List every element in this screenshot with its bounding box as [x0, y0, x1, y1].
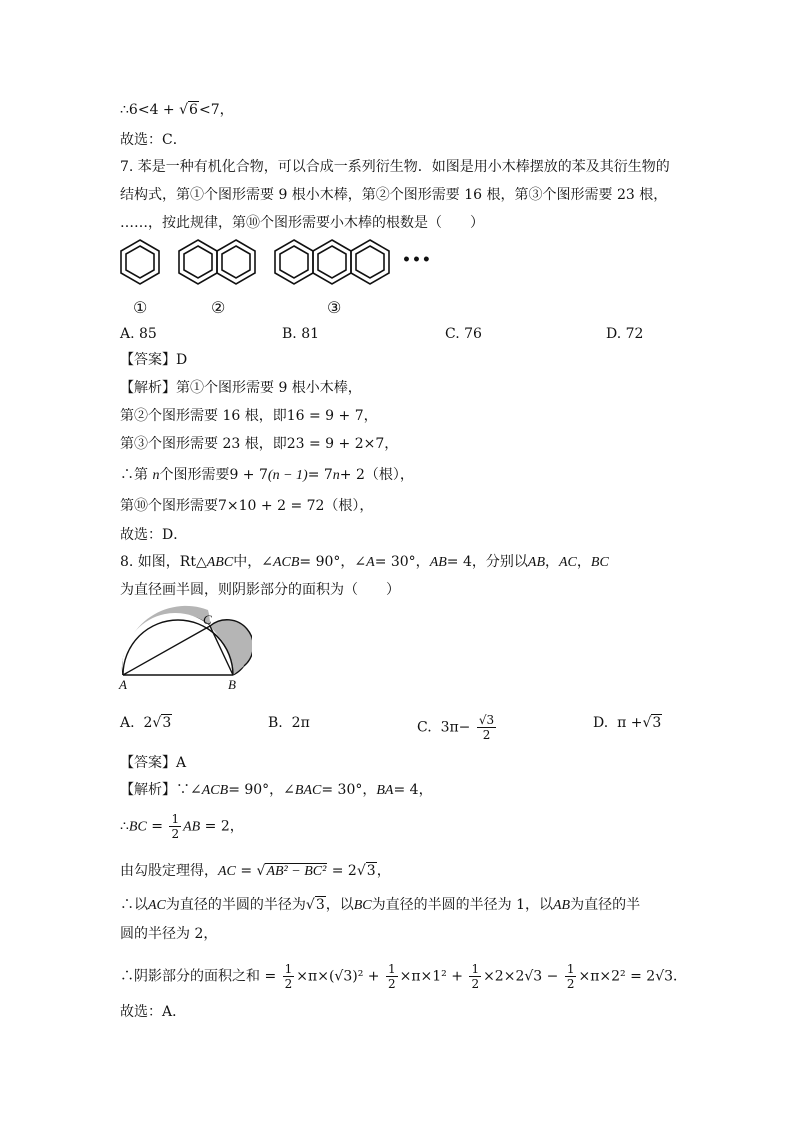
text: BC [353, 898, 372, 913]
text: B. [268, 715, 283, 731]
text: A [366, 555, 375, 570]
text: < [137, 102, 150, 118]
text: 为直径的半 [570, 897, 641, 913]
text: 由勾股定理得， [120, 863, 218, 879]
sqrt-content: AB² − BC² [266, 864, 327, 879]
fraction-half [169, 812, 181, 841]
q7-stem-1: 7. 苯是一种有机化合物，可以合成一系列衍生物．如图是用小木棒摆放的苯及其衍生物的 [120, 159, 670, 175]
text: BA [376, 783, 394, 798]
text: AB [527, 555, 545, 570]
text: = 30°， [321, 782, 377, 798]
text: 为直径的半圆的半径为 [165, 897, 306, 913]
denominator: 2 [284, 977, 293, 991]
text: ∴以 [120, 897, 148, 913]
q8-option-b [268, 713, 310, 733]
fraction-half [565, 962, 577, 991]
text: ∴ [120, 818, 129, 835]
numerator: 1 [171, 812, 180, 826]
fig-label-b: B [228, 677, 236, 692]
sqrt-content: 6 [189, 102, 198, 118]
q8-option-a: A. 2√3 [120, 715, 172, 731]
q7-option-a: A. 85 [120, 326, 157, 342]
text: ， [576, 554, 591, 570]
text: AC [218, 864, 236, 879]
q7-answer: 【答案】D [120, 352, 188, 368]
text: = 7 [307, 467, 333, 483]
text: BAC [294, 783, 322, 798]
q7-solution-5 [120, 496, 373, 516]
denominator: 2 [471, 977, 480, 991]
text: = 2 [331, 863, 357, 879]
fraction-half [469, 962, 481, 991]
equation: 7×10 + 2 = 72（根）， [218, 498, 374, 514]
q7-conclude: 故选：D． [120, 527, 188, 543]
denominator: 2 [387, 977, 396, 991]
text: AB [183, 819, 201, 835]
text: (n − 1) [267, 468, 308, 483]
q7-solution-1: 【解析】第①个图形需要 9 根小木棒， [120, 380, 362, 396]
naphthalene-2 [179, 240, 255, 284]
text: ABC [206, 555, 234, 570]
text: BC [590, 555, 609, 570]
q8-solution-5: 圆的半径为 2， [120, 926, 218, 942]
q8-stem-2: 为直径画半圆，则阴影部分的面积为（ ） [120, 582, 400, 598]
text: 4 + [149, 102, 175, 118]
q7-option-b: B. 81 [282, 326, 320, 342]
fraction-half [283, 962, 295, 991]
text: ×π× [296, 968, 329, 985]
q7-option-c: C. 76 [445, 326, 482, 342]
text: 为直径的半圆的半径为 1，以 [371, 897, 553, 913]
benzene-figures [112, 236, 432, 292]
text: π + [617, 715, 643, 731]
text: ， [376, 863, 391, 879]
q8-stem-1 [120, 552, 609, 573]
text: ∴阴影部分的面积之和 = [120, 968, 277, 985]
text: 第③个图形需要 23 根，即 [120, 436, 287, 452]
text: ACB [201, 783, 229, 798]
text: + [367, 968, 380, 985]
figure-label-1: ① [133, 298, 148, 317]
q7-solution-3 [120, 434, 398, 454]
numerator: √3 [478, 713, 495, 727]
anthracene-3 [275, 240, 389, 284]
text: 7， [210, 102, 234, 118]
text: + 2（根）， [339, 467, 414, 483]
text: ×π×1² + [399, 968, 463, 985]
text: 2 [143, 715, 153, 731]
text: 2π [291, 715, 310, 731]
q7-option-d: D. 72 [606, 326, 644, 342]
text: ，以 [325, 897, 354, 913]
denominator: 2 [566, 977, 575, 991]
equation: 23 = 9 + 2×7， [286, 436, 399, 452]
q8-answer: 【答案】A [120, 755, 187, 771]
q8-solution-6 [120, 962, 687, 991]
equation: 16 = 9 + 7， [286, 408, 378, 424]
q7-solution-2 [120, 406, 378, 426]
text: ∴6 [120, 102, 138, 118]
text: < [198, 102, 211, 118]
fig-label-a: A [119, 677, 127, 692]
text: D. [593, 715, 609, 731]
text: = 4，分别以 [446, 554, 528, 570]
text: 【解析】∵∠ [120, 782, 202, 798]
q8-solution-1 [120, 780, 433, 801]
top-conclude: 故选：C． [120, 132, 187, 148]
text: ACB [272, 555, 300, 570]
text: 第⑩个图形需要 [120, 498, 218, 514]
figure-label-2: ② [211, 298, 226, 317]
top-line-1: ∴6<4 + √6<7， [120, 102, 234, 118]
fig-label-c: C [203, 612, 212, 627]
text: 个图形需要 [159, 467, 230, 483]
text: AB [429, 555, 447, 570]
q8-solution-4: ∴以AC为直径的半圆的半径为√3，以BC为直径的半圆的半径为 1，以AB为直径的半 [120, 897, 641, 913]
text: 3π− [440, 719, 471, 736]
text: A. [120, 715, 135, 731]
q8-solution-2 [120, 812, 244, 841]
text: 8. 如图，Rt△ [120, 554, 207, 570]
text: = [151, 818, 163, 835]
denominator: 2 [171, 827, 180, 841]
q7-solution-4 [120, 465, 414, 486]
text: ×2×2√3 − [483, 968, 559, 985]
text: ， [545, 554, 559, 570]
sqrt-content: 3 [162, 715, 172, 731]
q8-solution-3: 由勾股定理得，AC = √AB² − BC² = 2√3， [120, 863, 391, 879]
text: 第②个图形需要 16 根，即 [120, 408, 287, 424]
text: = [240, 863, 253, 879]
q8-option-c [417, 713, 498, 742]
sqrt-content: 3 [315, 897, 325, 913]
text: 9 + 7 [229, 467, 268, 483]
denominator: 2 [482, 728, 491, 742]
numerator: 1 [387, 962, 396, 976]
numerator: 1 [471, 962, 480, 976]
benzene-1 [121, 240, 159, 284]
numerator: 1 [284, 962, 293, 976]
fraction-half [386, 962, 398, 991]
sqrt-content: 3 [366, 863, 376, 879]
text: = 30°， [374, 554, 430, 570]
sqrt-content: 3 [652, 715, 662, 731]
text: = 2， [204, 818, 244, 835]
q8-conclude: 故选：A． [120, 1004, 187, 1020]
text: 中，∠ [233, 554, 273, 570]
fraction [477, 713, 496, 742]
figure-ellipsis: ••• [402, 252, 432, 268]
figure-label-3: ③ [327, 298, 342, 317]
text: AC [559, 555, 577, 570]
text: = 90°，∠ [228, 782, 295, 798]
text: C. [417, 719, 432, 736]
text: AB [552, 898, 571, 913]
q7-stem-3: ……，按此规律，第⑩个图形需要小木棒的根数是（ ） [120, 215, 484, 231]
q7-stem-2: 结构式，第①个图形需要 9 根小木棒，第②个图形需要 16 根，第③个图形需要 23 根， [120, 187, 668, 203]
text: ×π×2² = 2√3． [578, 968, 688, 985]
text: AC [148, 898, 166, 913]
text: = 90°，∠ [299, 554, 367, 570]
text: BC [128, 819, 147, 835]
var-n: n [152, 468, 160, 483]
q8-option-d: D. π +√3 [593, 715, 662, 731]
numerator: 1 [566, 962, 575, 976]
var-n: n [332, 468, 340, 483]
text: = 4， [393, 782, 433, 798]
text: (√3)² [328, 968, 364, 985]
text: ∴第 [120, 467, 148, 483]
